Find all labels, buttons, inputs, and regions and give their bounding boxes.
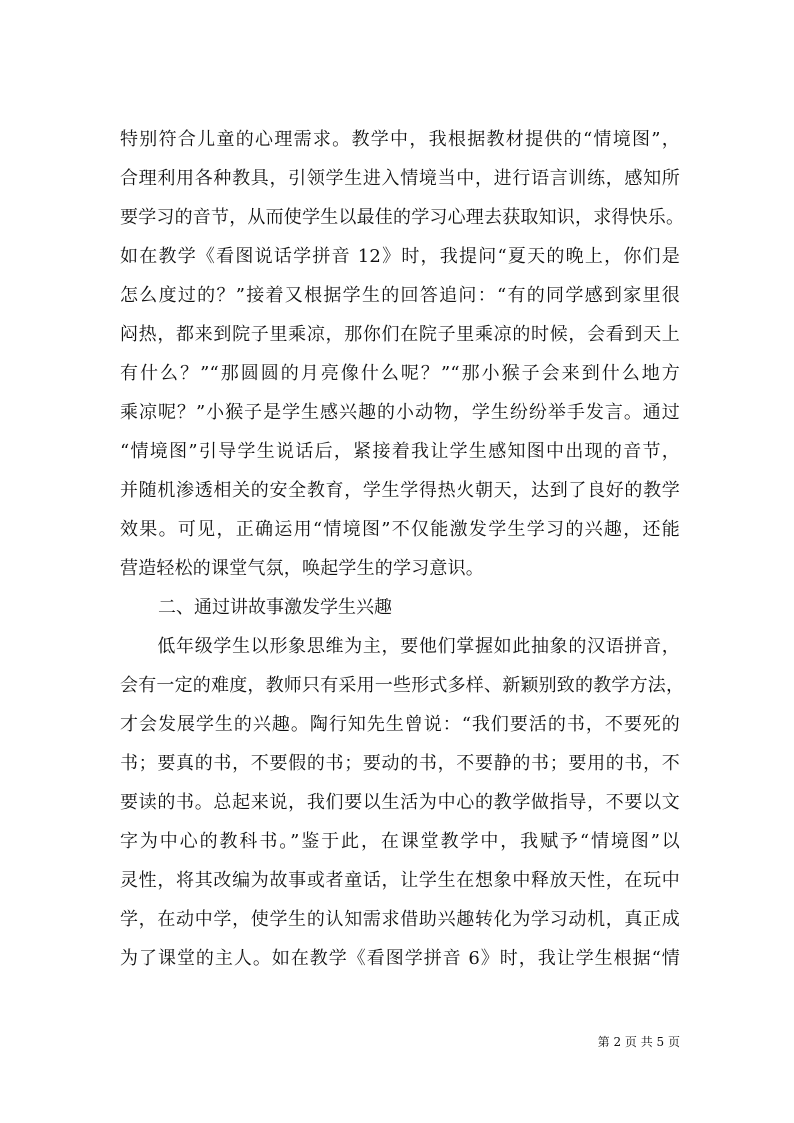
page-number: 第 2 页 共 5 页 — [597, 1035, 680, 1049]
text-line: 学，在动中学，使学生的认知需求借助兴趣转化为学习动机，真正成 — [120, 909, 680, 930]
text-line: 合理利用各种教具，引领学生进入情境当中，进行语言训练，感知所 — [120, 168, 680, 189]
text-line: 书；要真的书，不要假的书；要动的书，不要静的书；要用的书，不 — [120, 753, 680, 774]
text-line: “情境图”引导学生说话后，紧接着我让学生感知图中出现的音节， — [120, 441, 680, 462]
text-line: 灵性，将其改编为故事或者童话，让学生在想象中释放天性，在玩中 — [120, 870, 680, 891]
text-line: 为了课堂的主人。如在教学《看图学拼音 6》时，我让学生根据“情 — [120, 948, 680, 969]
text-line: 如在教学《看图说话学拼音 12》时，我提问“夏天的晚上，你们是 — [120, 246, 680, 267]
text-line: 闷热，都来到院子里乘凉，那你们在院子里乘凉的时候，会看到天上 — [120, 324, 680, 345]
section-heading: 二、通过讲故事激发学生兴趣 — [158, 597, 392, 618]
text-line: 字为中心的教科书。”鉴于此，在课堂教学中，我赋予“情境图”以 — [120, 831, 680, 852]
body-text — [120, 120, 685, 978]
text-line: 有什么？”“那圆圆的月亮像什么呢？”“那小猴子会来到什么地方 — [120, 363, 680, 384]
text-line: 会有一定的难度，教师只有采用一些形式多样、新颖别致的教学方法， — [120, 675, 685, 696]
text-line: 营造轻松的课堂气氛，唤起学生的学习意识。 — [120, 558, 484, 579]
text-line: 才会发展学生的兴趣。陶行知先生曾说：“我们要活的书，不要死的 — [120, 714, 680, 735]
text-line: 要学习的音节，从而使学生以最佳的学习心理去获取知识，求得快乐。 — [120, 207, 685, 228]
text-line: 要读的书。总起来说，我们要以生活为中心的教学做指导，不要以文 — [120, 792, 680, 813]
text-line: 乘凉呢？”小猴子是学生感兴趣的小动物，学生纷纷举手发言。通过 — [120, 402, 680, 423]
text-line: 特别符合儿童的心理需求。教学中，我根据教材提供的“情境图”， — [120, 129, 680, 150]
text-line: 效果。可见，正确运用“情境图”不仅能激发学生学习的兴趣，还能 — [120, 519, 680, 540]
text-line: 怎么度过的？”接着又根据学生的回答追问：“有的同学感到家里很 — [120, 285, 680, 306]
text-line: 并随机渗透相关的安全教育，学生学得热火朝天，达到了良好的教学 — [120, 480, 680, 501]
text-line: 低年级学生以形象思维为主，要他们掌握如此抽象的汉语拼音， — [120, 636, 680, 657]
